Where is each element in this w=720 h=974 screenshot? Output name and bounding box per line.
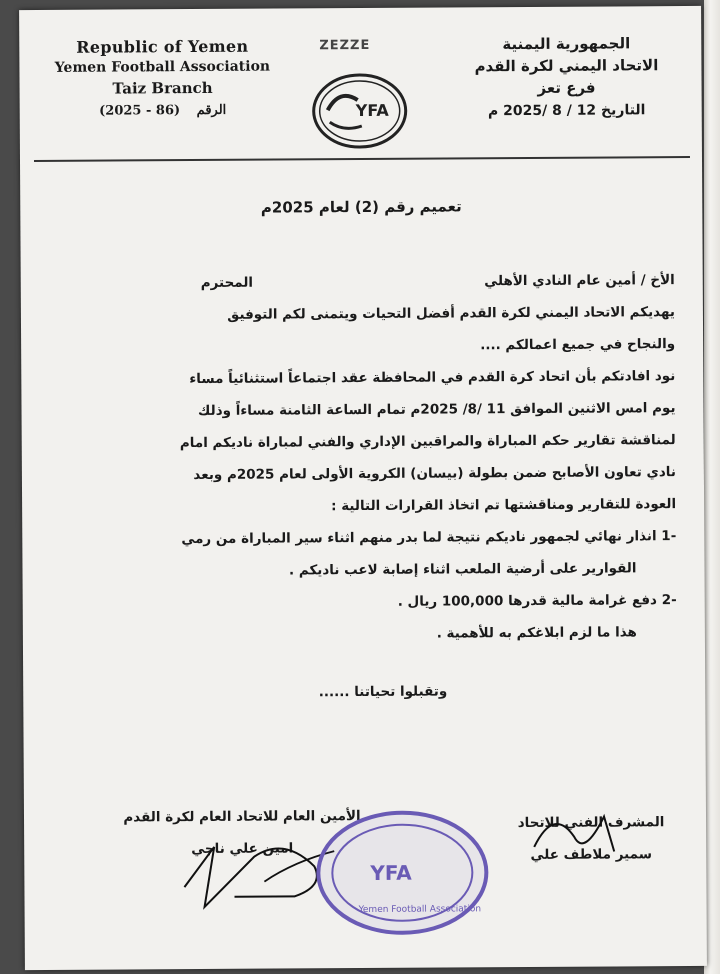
svg-text:YFA: YFA xyxy=(370,860,412,885)
addressee-line xyxy=(91,264,675,300)
association-ar: الاتحاد اليمني لكرة القدم xyxy=(474,56,659,76)
body-line: والنجاح في جميع اعمالكم .... xyxy=(480,336,676,354)
signature-title: المشرف الفني للاتحاد xyxy=(517,814,665,832)
decision-number: -1 xyxy=(661,528,677,545)
handwritten-signature xyxy=(514,796,634,867)
yfa-logo xyxy=(309,70,409,153)
body-line: نود افادتكم بأن اتحاد كرة القدم في المحافظة عقد اجتماعاً استثنائياً مساء xyxy=(189,368,676,388)
republic-ar: الجمهورية اليمنية xyxy=(502,34,631,54)
header-arabic xyxy=(451,34,682,119)
logo-text: YFA xyxy=(355,100,389,121)
ref-value: (2025 - 86) xyxy=(99,103,181,119)
decision-number: -2 xyxy=(661,592,677,609)
body-line: نادي تعاون الأصابح ضمن بطولة (بيسان) الكروية الأولى لعام 2025م وبعد xyxy=(193,464,676,484)
reference-number xyxy=(38,102,288,119)
body-line: العودة للتقارير ومناقشتها تم اتخاذ القرارات التالية : xyxy=(331,496,677,515)
respect-label: المحترم xyxy=(200,274,254,291)
header-divider xyxy=(34,156,690,162)
decision-2 xyxy=(93,584,677,620)
decision-text: دفع غرامة مالية قدرها 100,000 ريال . xyxy=(397,592,658,610)
branch-ar: فرع تعز xyxy=(537,78,596,97)
addressee: الأخ / أمين عام النادي الأهلي xyxy=(484,272,675,290)
closing-note: هذا ما لزم ابلاغكم به للأهمية . xyxy=(436,624,637,642)
signature-title: الأمين العام للاتحاد العام لكرة القدم xyxy=(123,808,361,826)
date-value: 12 / 8 /2025 م xyxy=(487,102,597,120)
ref-label: الرقم xyxy=(196,102,227,119)
date-line xyxy=(452,102,682,119)
body-line: يهديكم الاتحاد اليمني لكرة القدم أفضل التحيات ويتمنى لكم التوفيق xyxy=(227,304,675,323)
header-english xyxy=(37,36,287,119)
body-line: يوم امس الاثنين الموافق 11 /8/ 2025م تمام الساعة الثامنة مساءاً وذلك xyxy=(197,400,676,420)
body-line: لمناقشة تقارير حكم المباراة والمراقبين الإداري والفني لمباراة ناديكم امام xyxy=(179,432,676,452)
republic-en: Republic of Yemen xyxy=(76,36,249,57)
logo-caption: ZEZZE xyxy=(319,37,371,54)
branch-en: Taiz Branch xyxy=(112,78,213,98)
paper-edge xyxy=(704,0,720,974)
decision-text: انذار نهائي لجمهور ناديكم نتيجة لما بدر منهم اثناء سير المباراة من رمي xyxy=(181,528,657,548)
association-en: Yemen Football Association xyxy=(54,58,271,76)
letter-body xyxy=(91,264,678,710)
regards: وتقبلوا تحياتنا ...... xyxy=(318,683,448,701)
association-stamp xyxy=(312,807,493,938)
date-label: التاريخ xyxy=(600,102,646,119)
stamp-text: Yemen Football Association xyxy=(358,904,482,916)
signature-name: سمير ملاطف علي xyxy=(530,846,653,863)
decision-1-continued: القوارير على أرضية الملعب اثناء إصابة لاعب ناديكم . xyxy=(288,560,637,579)
decision-1 xyxy=(92,520,676,556)
signature-name: امين علي ناجي xyxy=(191,840,294,858)
letter-page xyxy=(19,6,707,970)
circular-title: تعميم رقم (2) لعام 2025م xyxy=(260,197,462,217)
